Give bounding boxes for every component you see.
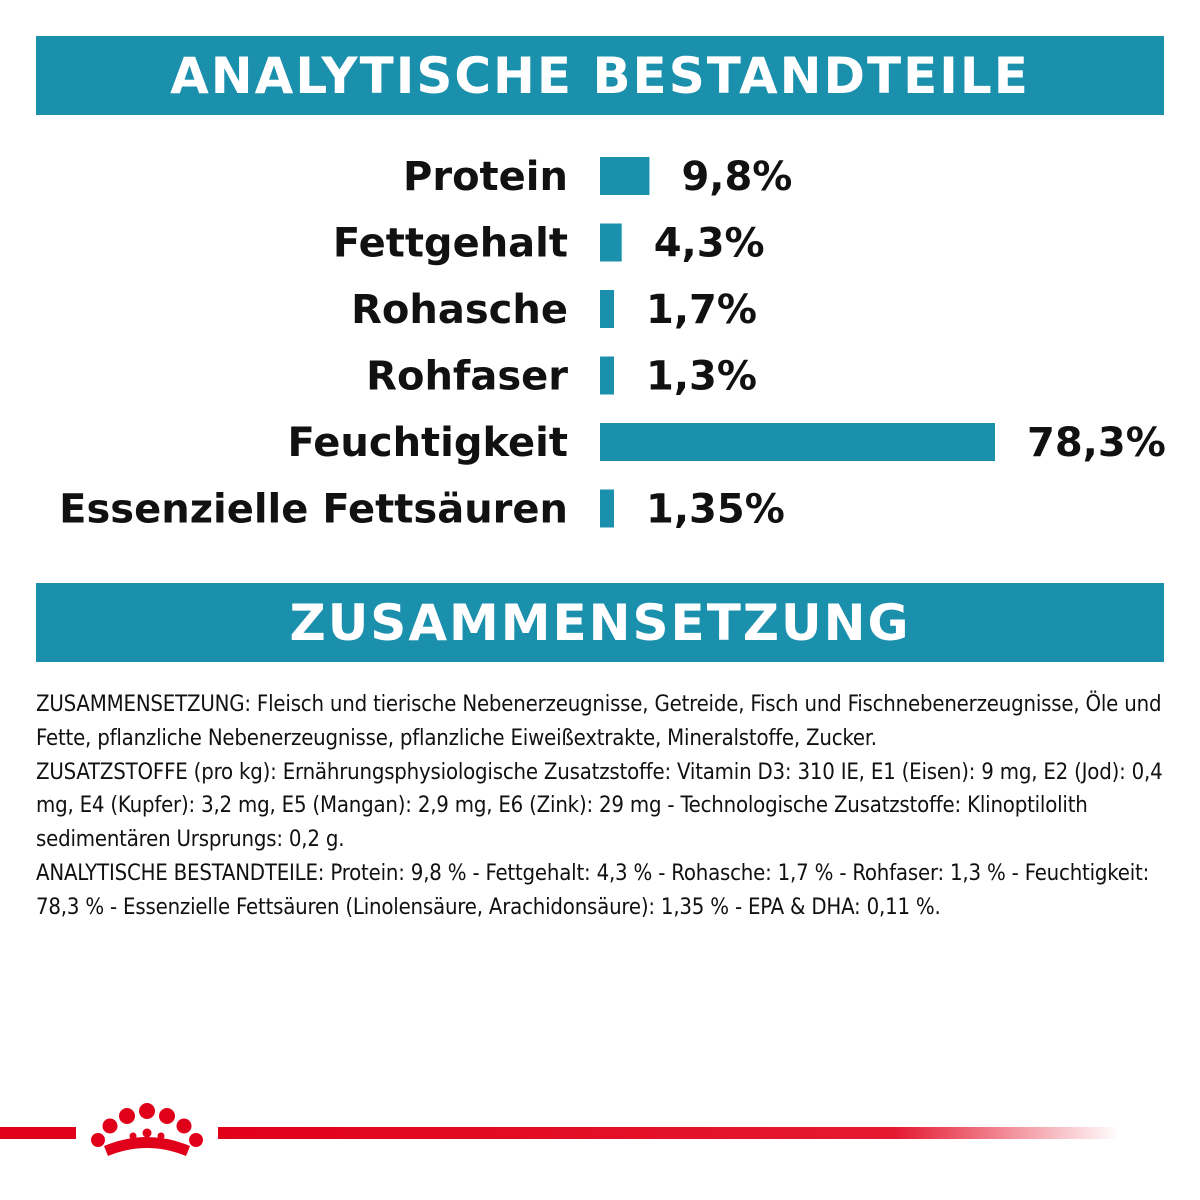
composition-header-title: ZUSAMMENSETZUNG [289, 593, 911, 652]
footer-brand-strip [0, 1080, 1200, 1170]
category-label: Rohfaser [366, 353, 568, 400]
category-label: Feuchtigkeit [287, 420, 568, 466]
analysis-header [36, 36, 1164, 115]
nutrient-bar-chart [0, 140, 1200, 560]
footer-line-right [218, 1127, 1120, 1139]
footer-line-left [0, 1127, 76, 1139]
additives-paragraph: ZUSATZSTOFFE (pro kg): Ernährungsphysiologische Zusatzstoffe: Vitamin D3: 310 IE, E1 (Eisen): 9 mg, E2 (Jod): 0,4 mg, E4 (Kupfer): 3,2 mg, E5 (Mangan): 2,9 mg, E6 (Zink): 29 mg - Technologische Zusatzstoffe: Klinoptilolith sedimentären Ursprungs: 0,2 g. [36, 759, 1163, 853]
analysis-header-title: ANALYTISCHE BESTANDTEILE [170, 46, 1030, 105]
analysis-paragraph: ANALYTISCHE BESTANDTEILE: Protein: 9,8 % - Fettgehalt: 4,3 % - Rohasche: 1,7 % - Rohfaser: 1,3 % - Feuchtigkeit: 78,3 % - Essenzielle Fettsäuren (Linolensäure, Arachidonsäure): 1,35 % - EPA & DHA: 0,11 %. [36, 860, 1150, 920]
bar [600, 157, 649, 195]
bar [600, 224, 622, 262]
composition-paragraph: ZUSAMMENSETZUNG: Fleisch und tierische Nebenerzeugnisse, Getreide, Fisch und Fischnebenerzeugnisse, Öle und Fette, pflanzliche Nebenerzeugnisse, pflanzliche Eiweißextrakte, Mineralstoffe, Zucker. [36, 692, 1162, 751]
category-label: Fettgehalt [332, 220, 568, 267]
bar [600, 357, 614, 395]
value-label: 1,7% [646, 287, 757, 333]
bar [600, 490, 614, 528]
category-label: Protein [403, 154, 568, 200]
composition-text [36, 688, 1166, 925]
royal-canin-crown-icon [91, 1103, 203, 1156]
category-label: Essenzielle Fettsäuren [59, 486, 568, 533]
bar [600, 290, 614, 328]
value-label: 9,8% [681, 154, 793, 200]
category-label: Rohasche [351, 287, 568, 333]
value-label: 1,35% [646, 486, 785, 533]
value-label: 1,3% [646, 353, 757, 400]
bar [600, 423, 995, 461]
value-label: 78,3% [1027, 420, 1166, 466]
composition-header [36, 583, 1164, 662]
value-label: 4,3% [653, 220, 765, 267]
